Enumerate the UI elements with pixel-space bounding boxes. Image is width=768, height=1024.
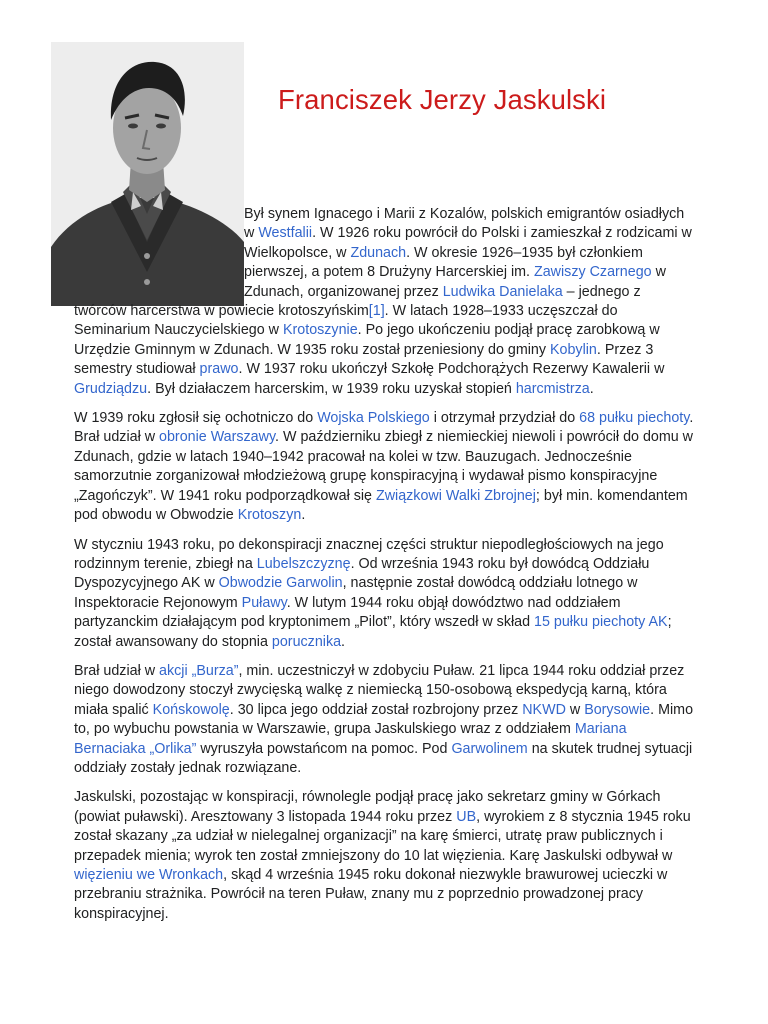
article-link[interactable]: Westfalii (258, 225, 313, 242)
text-run: . 30 lipca jego oddział został rozbrojony przez (229, 701, 523, 718)
text-run: . Od września 1943 roku był dowódcą Oddziału Dyspozycyjnego AK w (74, 555, 650, 592)
paragraph (74, 409, 696, 525)
article-body (74, 205, 696, 934)
text-run: . Przez 3 semestry studiował (74, 341, 654, 378)
text-run: , wyrokiem z 8 stycznia 1945 roku został skazany „za udział w nielegalnej organizacji” na karę śmierci, utratę praw publicznych i przepadek mienia; wyrok ten został zmniejszony do 10 lat więzienia. Karę Jaskulski odbywał w (74, 808, 691, 864)
article-link[interactable]: Mariana Bernaciaka „Orlika” (74, 721, 627, 757)
photo-spacer (74, 205, 244, 300)
article-link[interactable]: Zdunach (350, 244, 407, 261)
text-run: . W okresie 1926–1935 był członkiem pierwszej, a potem 8 Drużyny Harcerskiej im. (244, 244, 643, 281)
paragraph (74, 536, 696, 652)
text-run: i otrzymał przydział do (429, 410, 580, 427)
article-link[interactable]: Zawiszy Czarnego (534, 264, 652, 281)
text-run: w Zdunach, organizowanej przez (244, 264, 666, 300)
text-run: , skąd 4 września 1945 roku dokonał niezwykle brawurowej ucieczki w przebraniu strażnika. Powrócił na teren Puław, znany mu z poprzednio prowadzonej pracy konspiracyjnej. (74, 867, 668, 922)
text-run: – jednego z twórców harcerstwa w powiecie krotoszyńskim (74, 283, 641, 320)
text-run: . W październiku zbiegł z niemieckiej niewoli i powrócił do domu w Zdunach, gdzie w latach 1940–1942 pracował na kolei w tzw. Bauzugach. Jednocześnie samorzutnie zorganizował młodzieżową grupę konspiracyjną i wydawał pismo konspiracyjne „Zagończyk”. W 1941 roku podporządkował się (74, 429, 694, 504)
article-link[interactable]: Końskowolę (152, 701, 230, 718)
text-run: . Mimo to, po wybuchu powstania w Warszawie, grupa Jaskulskiego wraz z oddziałem (74, 701, 694, 738)
paragraph (74, 205, 696, 399)
article-link[interactable]: Obwodzie Garwolin (218, 575, 343, 592)
text-run: Był synem Ignacego i Marii z Kozalów, polskich emigrantów osiadłych w (244, 206, 685, 242)
paragraph (74, 662, 696, 778)
text-run: . W lutym 1944 roku objął dowództwo nad oddziałem partyzanckim działającym pod kryptonimem „Pilot”, który wszedł w skład (74, 594, 621, 631)
text-run: . (589, 380, 594, 397)
text-run: , min. uczestniczył w zdobyciu Puław. 21 lipca 1944 roku oddział przez niego dowodzony stoczył zwycięską walkę z niemiecką 150-osobową ekspedycją karną, która miała spalić (74, 662, 685, 718)
text-run: . W 1937 roku ukończył Szkołę Podchorążych Rezerwy Kawalerii w (238, 361, 665, 378)
article-title: Franciszek Jerzy Jaskulski (278, 84, 607, 115)
article-link[interactable]: Kobylin (549, 341, 597, 358)
text-run: ; został awansowany do stopnia (74, 614, 672, 650)
text-run: . W latach 1928–1933 uczęszczał do Seminarium Nauczycielskiego w (74, 303, 618, 339)
paragraph (74, 788, 696, 924)
article-link[interactable]: obronie Warszawy (159, 429, 276, 446)
article-link[interactable]: akcji „Burza” (159, 662, 239, 679)
article-link[interactable]: porucznika (271, 633, 342, 650)
text-run: . (301, 507, 306, 524)
text-run: W 1939 roku zgłosił się ochotniczo do (74, 410, 318, 427)
article-link[interactable]: UB (456, 808, 477, 825)
text-run: . Był działaczem harcerskim, w 1939 roku uzyskał stopień (147, 380, 516, 397)
text-run: Brał udział w (74, 662, 160, 679)
article-link[interactable]: Garwolinem (451, 740, 528, 757)
article-link[interactable]: Lubelszczyznę (256, 555, 351, 572)
article-link[interactable]: więzieniu we Wronkach (74, 867, 224, 883)
text-run: ; był min. komendantem pod obwodu w Obwodzie (74, 487, 688, 524)
text-run: . Po jego ukończeniu podjął pracę zarobkową w Urzędzie Gminnym w Zdunach. W 1935 roku został przeniesiony do gminy (74, 322, 660, 358)
text-run: . W 1926 roku powrócił do Polski i zamieszkał z rodzicami w Wielkopolsce, w (244, 225, 692, 261)
text-run: , następnie został dowódcą oddziału lotnego w Inspektoracie Rejonowym (74, 575, 638, 611)
article-link[interactable]: [1] (368, 303, 385, 320)
article-link[interactable]: Ludwika Danielaka (442, 283, 563, 300)
article-link[interactable]: prawo (199, 361, 239, 378)
article-link[interactable]: 68 pułku piechoty (579, 410, 690, 427)
article-link[interactable]: Borysowie (584, 701, 651, 718)
article-link[interactable]: Puławy (241, 594, 287, 611)
article-link[interactable]: harcmistrza (515, 380, 590, 397)
article-link[interactable]: Wojska Polskiego (317, 410, 430, 427)
text-run: W styczniu 1943 roku, po dekonspiracji znacznej części struktur niepodległościowych na jego rodzinnym terenie, zbiegł na (74, 536, 664, 572)
text-run: na skutek trudnej sytuacji oddziały zostały jednak rozwiązane. (74, 740, 693, 776)
text-run: wyruszyła powstańcom na pomoc. Pod (196, 740, 452, 757)
text-run: Jaskulski, pozostając w konspiracji, równolegle podjął pracę jako sekretarz gminy w Górkach (powiat puławski). Aresztowany 3 listopada 1944 roku przez (74, 789, 661, 825)
article-link[interactable]: Krotoszyn (237, 507, 302, 524)
text-run: . Brał udział w (74, 410, 694, 446)
article-link[interactable]: Krotoszynie (282, 322, 358, 339)
article-link[interactable]: NKWD (522, 701, 566, 718)
article-link[interactable]: Związkowi Walki Zbrojnej (375, 487, 536, 504)
text-run: w (565, 701, 585, 718)
text-run: . (341, 633, 346, 650)
article-link[interactable]: Grudziądzu (74, 380, 148, 397)
article-link[interactable]: 15 pułku piechoty AK (534, 614, 668, 631)
